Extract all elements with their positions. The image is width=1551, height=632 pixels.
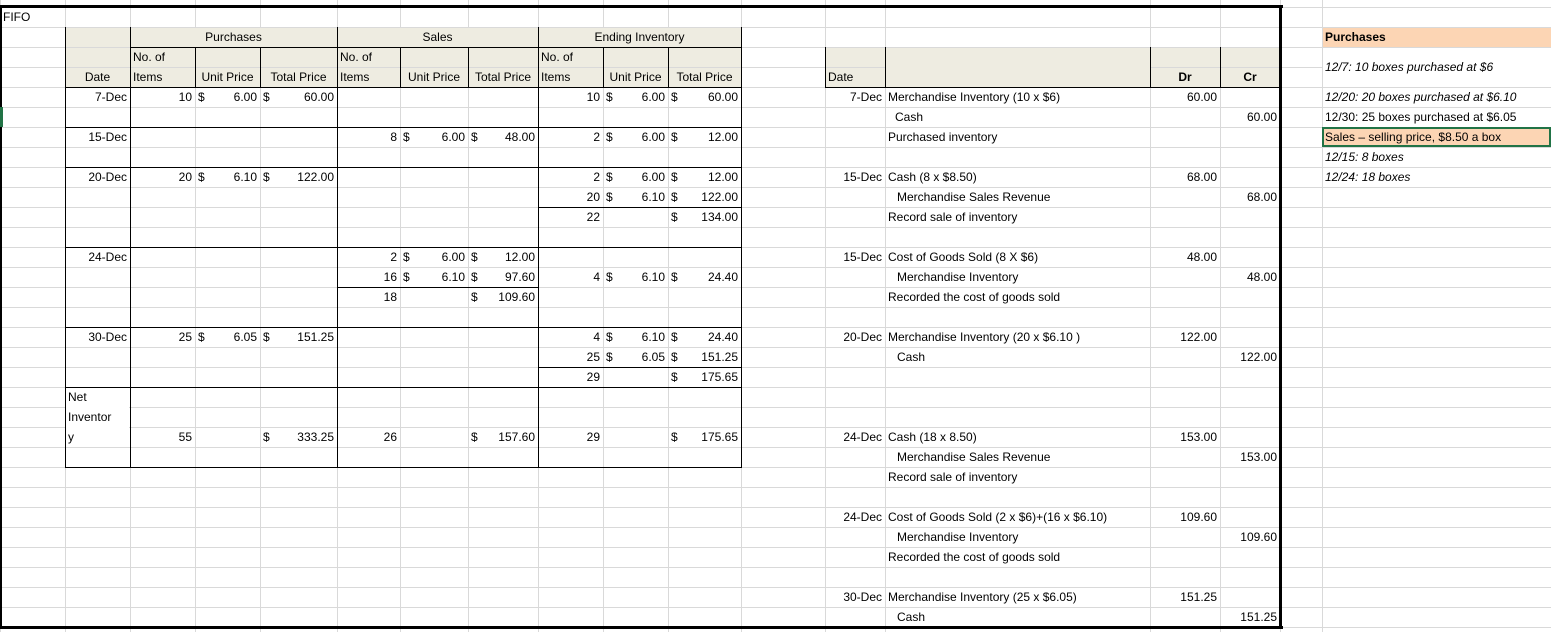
journal-description: Purchased inventory: [888, 130, 998, 144]
amount: 6.00: [233, 90, 257, 104]
active-row-indicator: [0, 107, 3, 127]
unit-price-cell: [195, 327, 260, 347]
total-price-cell: [668, 127, 741, 147]
journal-header-date: Date: [828, 70, 854, 84]
column-header-items-ending: Items: [541, 70, 571, 84]
journal-debit: 60.00: [1186, 90, 1217, 104]
quantity-cell: 2: [593, 130, 600, 144]
amount: 6.00: [641, 130, 665, 144]
journal-debit: 153.00: [1180, 430, 1217, 444]
amount: 24.40: [707, 330, 738, 344]
unit-price-cell: [400, 127, 468, 147]
amount: 97.60: [504, 270, 535, 284]
currency-symbol: $: [671, 190, 678, 204]
column-header-no-of-purchases: No. of: [133, 50, 166, 64]
amount: 6.05: [641, 350, 665, 364]
gridline-horizontal: [0, 567, 1551, 568]
currency-symbol: $: [671, 330, 678, 344]
journal-description: Cash (8 x $8.50): [888, 170, 977, 184]
quantity-cell: 22: [586, 210, 600, 224]
notes-purchases-heading: Purchases: [1325, 30, 1386, 44]
net-ending-qty: 29: [586, 430, 600, 444]
currency-symbol: $: [403, 250, 410, 264]
total-price-cell: [260, 327, 337, 347]
amount: 12.00: [707, 170, 738, 184]
currency-symbol: $: [471, 270, 478, 284]
gridline-horizontal: [0, 207, 1551, 208]
currency-symbol: $: [471, 250, 478, 264]
total-price-cell: [668, 267, 741, 287]
row-date: 15-Dec: [88, 130, 127, 144]
amount: 6.10: [233, 170, 257, 184]
amount: 157.60: [498, 430, 535, 444]
total-price-cell: [260, 167, 337, 187]
currency-symbol: $: [606, 270, 613, 284]
row-date: 7-Dec: [94, 90, 127, 104]
journal-description: Merchandise Inventory: [897, 530, 1019, 544]
gridline-vertical: [400, 0, 401, 632]
amount: 122.00: [701, 190, 738, 204]
notes-sale-item: 12/24: 18 boxes: [1325, 170, 1411, 184]
column-header-date: Date: [84, 70, 111, 84]
journal-description: Cost of Goods Sold (2 x $6)+(16 x $6.10): [888, 510, 1108, 524]
journal-description: Recorded the cost of goods sold: [888, 550, 1061, 564]
gridline-horizontal: [0, 367, 1551, 368]
currency-symbol: $: [198, 170, 205, 184]
quantity-cell: 2: [593, 170, 600, 184]
currency-symbol: $: [671, 350, 678, 364]
amount: 60.00: [303, 90, 334, 104]
unit-price-cell: [603, 87, 668, 107]
total-price-cell: [668, 207, 741, 227]
quantity-cell: 10: [586, 90, 600, 104]
quantity-cell: 4: [593, 330, 600, 344]
row-date: 30-Dec: [88, 330, 127, 344]
journal-description: Merchandise Sales Revenue: [897, 450, 1051, 464]
journal-credit: 68.00: [1246, 190, 1277, 204]
total-price-cell: [260, 87, 337, 107]
border-line: [0, 5, 1283, 8]
journal-date: 20-Dec: [843, 330, 882, 344]
currency-symbol: $: [606, 90, 613, 104]
quantity-cell: 10: [178, 90, 192, 104]
amount: 60.00: [707, 90, 738, 104]
currency-symbol: $: [263, 430, 270, 444]
amount: 6.10: [641, 330, 665, 344]
currency-symbol: $: [198, 330, 205, 344]
journal-debit: 122.00: [1180, 330, 1217, 344]
journal-debit: 109.60: [1180, 510, 1217, 524]
journal-debit: 48.00: [1186, 250, 1217, 264]
gridline-horizontal: [0, 427, 1551, 428]
journal-credit: 60.00: [1246, 110, 1277, 124]
unit-price-cell: [603, 347, 668, 367]
currency-symbol: $: [471, 430, 478, 444]
sheet-title: FIFO: [3, 10, 31, 24]
journal-description: Cash: [897, 350, 926, 364]
journal-date: 7-Dec: [849, 90, 882, 104]
amount: 151.25: [701, 350, 738, 364]
unit-price-cell: [195, 87, 260, 107]
quantity-cell: 4: [593, 270, 600, 284]
amount: 175.65: [701, 430, 738, 444]
net-sales-total: [468, 427, 538, 447]
row-date: 20-Dec: [88, 170, 127, 184]
currency-symbol: $: [263, 90, 270, 104]
journal-credit: 122.00: [1240, 350, 1277, 364]
group-header-sales: Sales: [422, 30, 453, 44]
unit-price-cell: [603, 327, 668, 347]
border-line: [741, 27, 742, 468]
border-line: [0, 5, 2, 629]
net-sales-qty: 26: [383, 430, 397, 444]
border-line: [65, 467, 742, 468]
gridline-horizontal: [0, 307, 1551, 308]
amount: 122.00: [297, 170, 334, 184]
column-header-unit-price-ending: Unit Price: [609, 70, 662, 84]
notes-purchase-item: 12/20: 20 boxes purchased at $6.10: [1325, 90, 1517, 104]
net-purchases-total: [260, 427, 337, 447]
journal-description: Recorded the cost of goods sold: [888, 290, 1061, 304]
gridline-horizontal: [0, 407, 1551, 408]
amount: 6.10: [441, 270, 465, 284]
journal-date: 15-Dec: [843, 170, 882, 184]
total-price-cell: [668, 167, 741, 187]
journal-description: Cash (18 x 8.50): [888, 430, 977, 444]
total-price-cell: [668, 327, 741, 347]
quantity-cell: 20: [178, 170, 192, 184]
gridline-horizontal: [0, 587, 1551, 588]
quantity-cell: 16: [383, 270, 397, 284]
journal-credit: 48.00: [1246, 270, 1277, 284]
amount: 12.00: [707, 130, 738, 144]
quantity-cell: 29: [586, 370, 600, 384]
unit-price-cell: [195, 167, 260, 187]
gridline-horizontal: [0, 267, 1551, 268]
gridline-vertical: [468, 0, 469, 632]
currency-symbol: $: [606, 350, 613, 364]
journal-description: Cash: [895, 110, 924, 124]
journal-description: Record sale of inventory: [888, 470, 1018, 484]
currency-symbol: $: [671, 370, 678, 384]
net-purchases-qty: 55: [178, 430, 192, 444]
unit-price-cell: [603, 267, 668, 287]
journal-debit: 68.00: [1186, 170, 1217, 184]
amount: 175.65: [701, 370, 738, 384]
quantity-cell: 20: [586, 190, 600, 204]
total-price-cell: [668, 87, 741, 107]
column-header-no-of-sales: No. of: [340, 50, 373, 64]
gridline-horizontal: [0, 507, 1551, 508]
currency-symbol: $: [263, 170, 270, 184]
column-header-unit-price-sales: Unit Price: [407, 70, 460, 84]
currency-symbol: $: [606, 130, 613, 144]
journal-date: 30-Dec: [843, 590, 882, 604]
amount: 109.60: [498, 290, 535, 304]
amount: 6.10: [641, 270, 665, 284]
journal-debit: 151.25: [1180, 590, 1217, 604]
border-line: [130, 47, 742, 48]
total-price-cell: [668, 187, 741, 207]
total-price-cell: [468, 127, 538, 147]
gridline-horizontal: [0, 147, 1551, 148]
amount: 12.00: [504, 250, 535, 264]
amount: 6.00: [641, 170, 665, 184]
column-header-items-sales: Items: [340, 70, 370, 84]
border-line: [65, 387, 742, 388]
journal-description: Merchandise Inventory: [897, 270, 1019, 284]
total-price-cell: [468, 247, 538, 267]
unit-price-cell: [400, 247, 468, 267]
unit-price-cell: [400, 267, 468, 287]
quantity-cell: 18: [383, 290, 397, 304]
journal-desc-header-fill: [886, 48, 1150, 87]
currency-symbol: $: [671, 270, 678, 284]
gridline-horizontal: [0, 527, 1551, 528]
currency-symbol: $: [606, 330, 613, 344]
quantity-cell: 8: [390, 130, 397, 144]
gridline-horizontal: [0, 607, 1551, 608]
gridline-horizontal: [0, 227, 1551, 228]
journal-description: Record sale of inventory: [888, 210, 1018, 224]
amount: 6.00: [441, 250, 465, 264]
gridline-horizontal: [0, 187, 1551, 188]
currency-symbol: $: [671, 90, 678, 104]
column-header-total-price-purchases: Total Price: [270, 70, 327, 84]
journal-description: Merchandise Inventory (10 x $6): [888, 90, 1061, 104]
currency-symbol: $: [471, 130, 478, 144]
journal-description: Merchandise Inventory (20 x $6.10 ): [888, 330, 1081, 344]
notes-purchase-item: 12/30: 25 boxes purchased at $6.05: [1325, 110, 1517, 124]
amount: 333.25: [297, 430, 334, 444]
gridline-horizontal: [0, 447, 1551, 448]
gridline-horizontal: [0, 347, 1551, 348]
amount: 48.00: [504, 130, 535, 144]
currency-symbol: $: [198, 90, 205, 104]
currency-symbol: $: [606, 190, 613, 204]
column-header-total-price-sales: Total Price: [474, 70, 532, 84]
gridline-horizontal: [0, 287, 1551, 288]
journal-credit: 109.60: [1240, 530, 1277, 544]
amount: 151.25: [297, 330, 334, 344]
journal-header-cr: Cr: [1243, 70, 1257, 84]
column-header-no-of-ending: No. of: [541, 50, 574, 64]
currency-symbol: $: [671, 210, 678, 224]
journal-credit: 151.25: [1240, 610, 1277, 624]
currency-symbol: $: [403, 270, 410, 284]
quantity-cell: 25: [178, 330, 192, 344]
total-price-cell: [468, 287, 538, 307]
amount: 6.10: [641, 190, 665, 204]
column-header-total-price-ending: Total Price: [676, 70, 733, 84]
group-header-ending-inventory: Ending Inventory: [594, 30, 685, 44]
gridline-horizontal: [0, 107, 1551, 108]
row-date: 24-Dec: [88, 250, 127, 264]
journal-description: Cash: [897, 610, 926, 624]
currency-symbol: $: [403, 130, 410, 144]
journal-description: Merchandise Sales Revenue: [897, 190, 1051, 204]
journal-date: 15-Dec: [843, 250, 882, 264]
gridline-horizontal: [0, 487, 1551, 488]
journal-header-dr: Dr: [1178, 70, 1192, 84]
currency-symbol: $: [606, 170, 613, 184]
column-header-items-purchases: Items: [133, 70, 163, 84]
border-line: [885, 47, 886, 88]
column-header-unit-price-purchases: Unit Price: [201, 70, 254, 84]
currency-symbol: $: [671, 130, 678, 144]
journal-description: Merchandise Inventory (25 x $6.05): [888, 590, 1077, 604]
total-price-cell: [668, 347, 741, 367]
quantity-cell: 2: [390, 250, 397, 264]
journal-date: 24-Dec: [843, 510, 882, 524]
amount: 6.00: [641, 90, 665, 104]
amount: 6.00: [441, 130, 465, 144]
quantity-cell: 25: [586, 350, 600, 364]
amount: 24.40: [707, 270, 738, 284]
total-price-cell: [668, 367, 741, 387]
currency-symbol: $: [671, 170, 678, 184]
notes-sales-heading: Sales – selling price, $8.50 a box: [1325, 130, 1502, 144]
journal-description: Cost of Goods Sold (8 X $6): [888, 250, 1039, 264]
amount: 6.05: [233, 330, 257, 344]
notes-purchase-item: 12/7: 10 boxes purchased at $6: [1325, 60, 1494, 74]
journal-credit: 153.00: [1240, 450, 1277, 464]
net-ending-total: [668, 427, 741, 447]
group-header-purchases: Purchases: [205, 30, 262, 44]
amount: 134.00: [701, 210, 738, 224]
net-inventory-label: Net Inventory: [68, 390, 112, 444]
total-price-cell: [468, 267, 538, 287]
gridline-horizontal: [0, 547, 1551, 548]
unit-price-cell: [603, 167, 668, 187]
unit-price-cell: [603, 187, 668, 207]
journal-date: 24-Dec: [843, 430, 882, 444]
currency-symbol: $: [471, 290, 478, 304]
unit-price-cell: [603, 127, 668, 147]
currency-symbol: $: [671, 430, 678, 444]
currency-symbol: $: [263, 330, 270, 344]
notes-sale-item: 12/15: 8 boxes: [1325, 150, 1404, 164]
